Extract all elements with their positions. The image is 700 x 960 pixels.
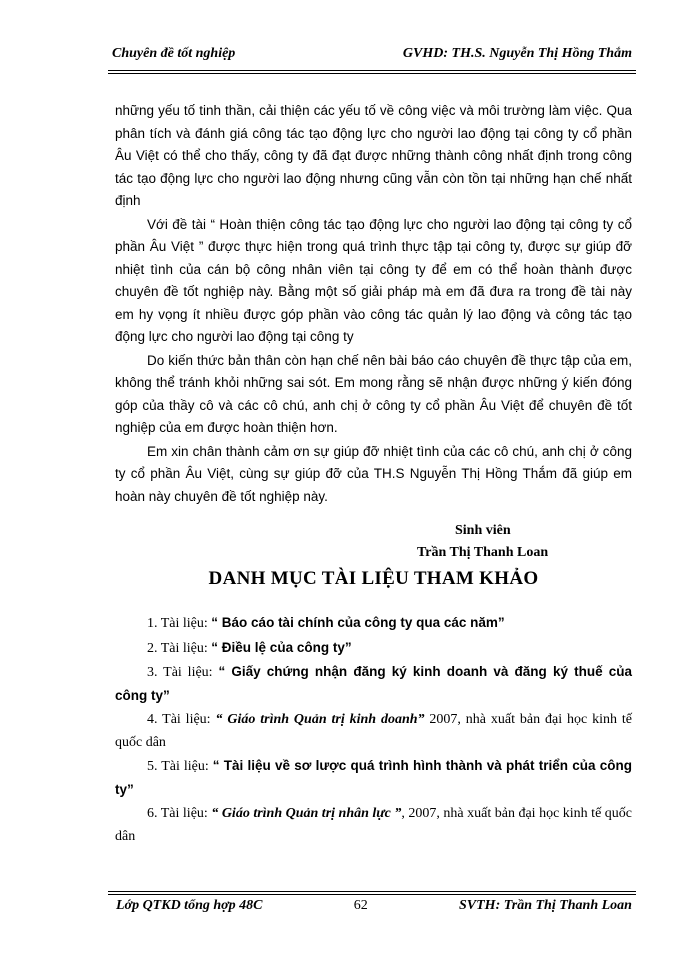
footer-rule [108, 894, 636, 895]
reference-item: 1. Tài liệu: “ Báo cáo tài chính của công ty qua các năm” [147, 615, 505, 631]
footer-right: SVTH: Trần Thị Thanh Loan [459, 898, 632, 913]
reference-item: 3. Tài liệu: “ Giấy chứng nhận đăng ký kinh doanh và đăng ký thuế của công ty” [115, 664, 632, 703]
references-title: DANH MỤC TÀI LIỆU THAM KHẢO [208, 568, 539, 589]
footer-rule-thin [108, 891, 636, 892]
header-left: Chuyên đề tốt nghiệp [112, 46, 236, 61]
page-header [112, 46, 632, 62]
paragraph-1: những yếu tố tinh thần, cải thiện các yếu tố về công việc và môi trường làm việc. Qua phân tích và đánh giá công tác tạo động lực cho người lao động tại công ty cổ phần Âu Việt có thể cho thấy, công ty đã đạt được những thành công nhất định trong công tác tạo động lực cho người lao động nhưng cũng vẫn còn tồn tại những hạn chế nhất định [115, 103, 632, 208]
signature-role: Sinh viên [455, 523, 511, 538]
reference-item: 2. Tài liệu: “ Điều lệ của công ty” [147, 639, 352, 656]
page-footer [116, 898, 632, 914]
reference-item: 4. Tài liệu: “ Giáo trình Quản trị kinh doanh” 2007, nhà xuất bản đại học kinh tế quốc dân [115, 712, 632, 750]
paragraph-2: Với đề tài “ Hoàn thiện công tác tạo động lực cho người lao động tại công ty cổ phần Âu Việt ” được thực hiện trong quá trình thực tập tại công ty, được sự giúp đỡ nhiệt tình của cán bộ công nhân viên tại công ty để em có thể hoàn thành được chuyên đề tốt nghiệp này. Bằng một số giải pháp mà em đã đưa ra trong đề tài này em hy vọng ít nhiều được góp phần vào công tác quản lý lao động và công tác tạo động lực cho người lao động tại công ty [115, 216, 632, 344]
page-content [115, 100, 632, 849]
paragraph-4: Em xin chân thành cảm ơn sự giúp đỡ nhiệt tình của các cô chú, anh chị ở công ty cổ phần Âu Việt, cùng sự giúp đỡ của TH.S Nguyễn Thị Hồng Thắm đã giúp em hoàn này chuyên đề tốt nghiệp này. [115, 443, 632, 504]
footer-left: Lớp QTKD tổng hợp 48C [116, 898, 263, 913]
reference-item: 6. Tài liệu: “ Giáo trình Quản trị nhân lực ”, 2007, nhà xuất bản đại học kinh tế quốc dân [115, 806, 632, 844]
header-rule [108, 70, 636, 71]
header-rule-thin [108, 73, 636, 74]
paragraph-3: Do kiến thức bản thân còn hạn chế nên bài báo cáo chuyên đề thực tập của em, không thể tránh khỏi những sai sót. Em mong rằng sẽ nhận được những ý kiến đóng góp của thầy cô và các cô chú, anh chị ở công ty cổ phần Âu Việt để chuyên đề tốt nghiệp của em được hoàn thiện hơn. [115, 352, 632, 435]
signature-block [115, 520, 632, 564]
signature-name: Trần Thị Thanh Loan [417, 545, 549, 560]
reference-item: 5. Tài liệu: “ Tài liệu về sơ lược quá trình hình thành và phát triển của công ty” [115, 758, 632, 797]
page-number: 62 [353, 898, 368, 913]
references-list [115, 612, 632, 848]
header-right: GVHD: TH.S. Nguyễn Thị Hồng Thắm [402, 46, 632, 61]
